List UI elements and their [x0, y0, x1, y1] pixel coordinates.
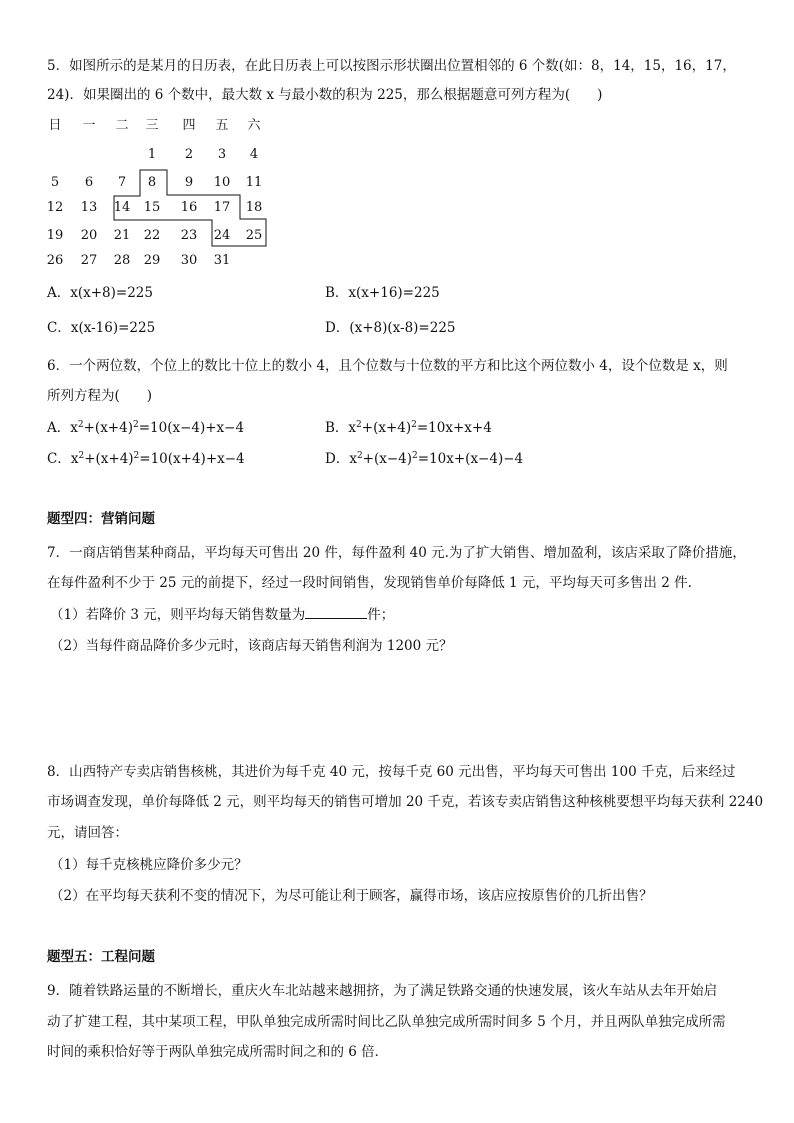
calendar-day-number: 2 [184, 147, 194, 162]
calendar-day-number: 7 [117, 175, 127, 190]
q6-option-a[interactable]: A．$x^2+(x+4)^2=10(x-4)+x-4$ [47, 420, 245, 436]
q8-subquestion-2: （2）在平均每天获利不变的情况下，为尽可能让利于顾客，赢得市场，该店应按原售价的几折出售？ [50, 888, 653, 904]
q7-text-line1: 7．一商店销售某种商品，平均每天可售出 20 件，每件盈利 40 元.为了扩大销售、增加盈利，该店采取了降价措施， [47, 545, 746, 561]
calendar-weekday-label: 五 [215, 118, 229, 133]
calendar-day-number: 22 [143, 228, 161, 243]
calendar-day-number: 15 [143, 200, 161, 215]
calendar-weekday-label: 六 [247, 118, 261, 133]
calendar-weekday-label: 三 [145, 118, 159, 133]
q9-text-line1: 9．随着铁路运量的不断增长，重庆火车北站越来越拥挤，为了满足铁路交通的快速发展，该火车站从去年开始启 [47, 983, 718, 999]
calendar-day-number: 3 [217, 147, 227, 162]
calendar-day-number: 20 [80, 228, 98, 243]
calendar-day-number: 8 [147, 175, 157, 190]
calendar-weekday-label: 一 [82, 118, 96, 133]
q9-text-line3: 时间的乘积恰好等于两队单独完成所需时间之和的 6 倍． [47, 1044, 389, 1060]
q7-text-line2: 在每件盈利不少于 25 元的前提下，经过一段时间销售，发现销售单价每降低 1 元，平均每天可多售出 2 件. [47, 575, 692, 591]
q6-option-c[interactable]: C．$x^2+(x+4)^2=10(x+4)+x-4$ [47, 451, 245, 467]
calendar-day-number: 9 [184, 175, 194, 190]
calendar-day-number: 4 [249, 147, 259, 162]
q7-answer-blank[interactable] [305, 604, 367, 619]
q9-text-line2: 动了扩建工程，其中某项工程，甲队单独完成所需时间比乙队单独完成所需时间多 5 个月，并且两队单独完成所需 [47, 1014, 726, 1030]
calendar-figure [40, 112, 280, 274]
calendar-day-number: 5 [50, 175, 60, 190]
q8-subquestion-1: （1）每千克核桃应降价多少元？ [50, 857, 248, 873]
q5-option-a[interactable]: A．x(x+8)=225 [47, 285, 153, 301]
q7-subquestion-1: （1）若降价 3 元，则平均每天销售数量为 件； [50, 604, 394, 625]
calendar-day-number: 28 [113, 253, 131, 268]
section-heading-marketing: 题型四：营销问题 [47, 511, 155, 527]
calendar-day-number: 10 [213, 175, 231, 190]
section-heading-engineering: 题型五：工程问题 [47, 949, 155, 965]
q5-text-line2: 24)．如果圈出的 6 个数中，最大数 x 与最小数的积为 225，那么根据题意可列方程为( ) [47, 87, 603, 103]
q8-text-line2: 市场调查发现，单价每降低 2 元，则平均每天的销售可增加 20 千克，若该专卖店销售这种核桃要想平均每天获利 2240 [47, 794, 764, 810]
calendar-day-number: 18 [245, 200, 263, 215]
q7-subquestion-2: （2）当每件商品降价多少元时，该商店每天销售利润为 1200 元？ [50, 638, 453, 654]
q5-text-line1: 5．如图所示的是某月的日历表，在此日历表上可以按图示形状圈出位置相邻的 6 个数(如：8，14，15，16，17， [47, 58, 736, 74]
calendar-day-number: 1 [147, 147, 157, 162]
q6-option-d[interactable]: D．$x^2+(x-4)^2=10x+(x-4)-4$ [325, 451, 524, 467]
calendar-weekday-label: 日 [48, 118, 62, 133]
q6-text-line2: 所列方程为( ) [47, 388, 153, 404]
calendar-day-number: 19 [46, 228, 64, 243]
calendar-day-number: 16 [180, 200, 198, 215]
calendar-day-number: 27 [80, 253, 98, 268]
q6-option-b[interactable]: B．$x^2+(x+4)^2=10x+x+4$ [325, 420, 492, 436]
calendar-day-number: 29 [143, 253, 161, 268]
calendar-day-number: 11 [245, 175, 263, 190]
q6-text-line1: 6．一个两位数，个位上的数比十位上的数小 4，且个位数与十位数的平方和比这个两位数小 4，设个位数是 x，则 [47, 358, 728, 374]
calendar-day-number: 31 [213, 253, 231, 268]
calendar-day-number: 23 [180, 228, 198, 243]
q8-text-line1: 8．山西特产专卖店销售核桃，其进价为每千克 40 元，按每千克 60 元出售，平均每天可售出 100 千克，后来经过 [47, 764, 736, 780]
calendar-weekday-label: 四 [182, 118, 196, 133]
q8-text-line3: 元，请回答： [47, 825, 128, 841]
calendar-day-number: 26 [46, 253, 64, 268]
calendar-day-number: 30 [180, 253, 198, 268]
calendar-day-number: 21 [113, 228, 131, 243]
calendar-day-number: 25 [245, 228, 263, 243]
calendar-day-number: 6 [84, 175, 94, 190]
q5-option-c[interactable]: C．x(x-16)=225 [47, 320, 156, 336]
calendar-day-number: 13 [80, 200, 98, 215]
calendar-day-number: 12 [46, 200, 64, 215]
calendar-weekday-label: 二 [115, 118, 129, 133]
q5-option-b[interactable]: B．x(x+16)=225 [325, 285, 440, 301]
calendar-day-number: 24 [213, 228, 231, 243]
calendar-day-number: 17 [213, 200, 231, 215]
calendar-day-number: 14 [113, 200, 131, 215]
q5-option-d[interactable]: D．(x+8)(x-8)=225 [325, 320, 456, 336]
